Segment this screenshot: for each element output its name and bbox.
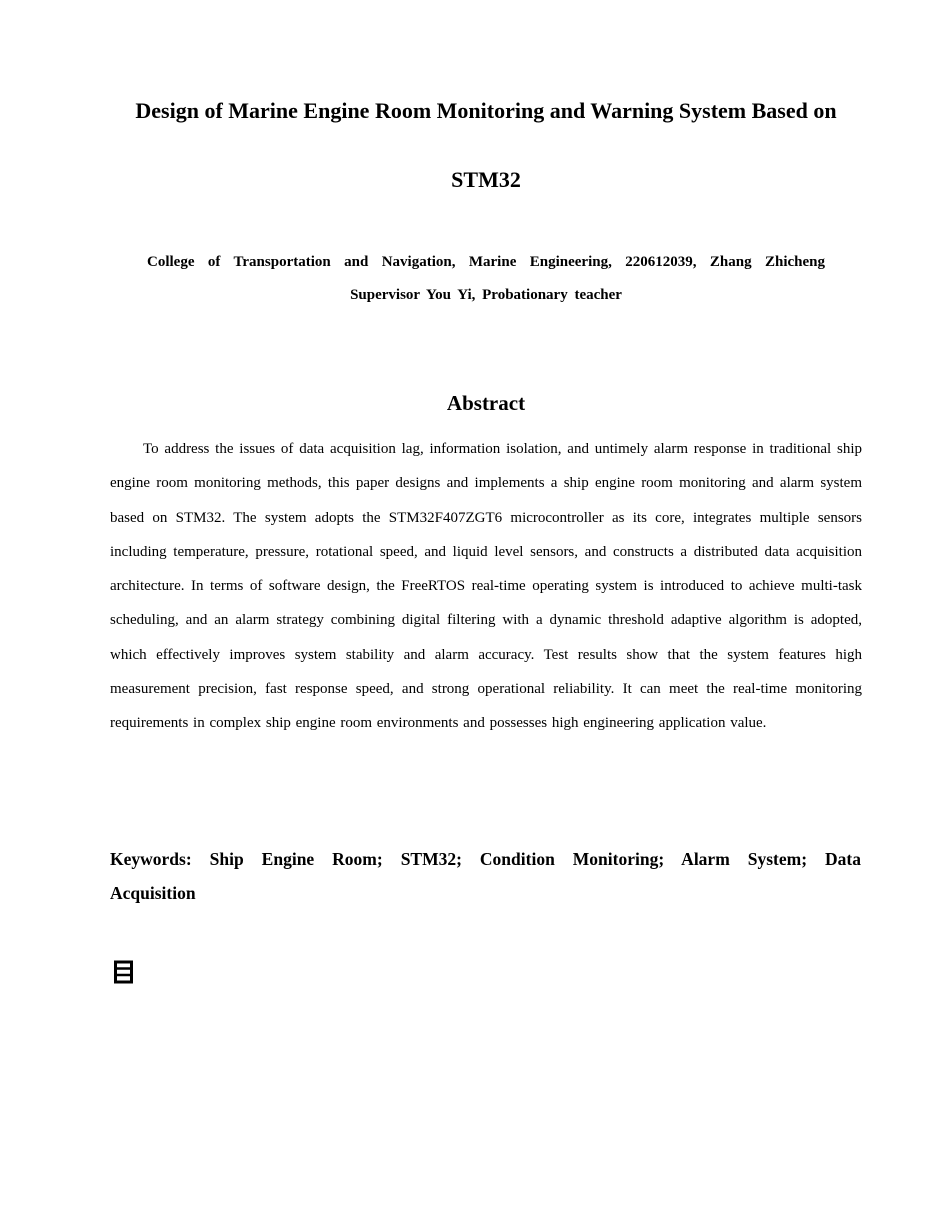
paper-title-line-2: STM32: [451, 167, 521, 192]
supervisor-line: Supervisor You Yi, Probationary teacher: [350, 287, 622, 303]
abstract-paragraph: To address the issues of data acquisition lag, information isolation, and untimely alarm response in traditional ship engine room monitoring methods, this paper designs and implements a ship engine room monitoring and alarm system based on STM32. The system adopts the STM32F407ZGT6 microcontroller as its core, integrates multiple sensors including temperature, pressure, rotational speed, and liquid level sensors, and constructs a distributed data acquisition architecture. In terms of software design, the FreeRTOS real-time operating system is introduced to achieve multi-task scheduling, and an alarm strategy combining digital filtering with a dynamic threshold adaptive algorithm is adopted, which effectively improves system stability and alarm accuracy. Test results show that the system features high measurement precision, fast response speed, and strong operational reliability. It can meet the real-time monitoring requirements in complex ship engine room environments and possesses high engineering application value.: [110, 441, 862, 732]
toc-heading-glyph-icon: [111, 958, 136, 986]
abstract-heading: Abstract: [446, 391, 526, 415]
keywords-line: Keywords: Ship Engine Room; STM32; Condition Monitoring; Alarm System; Data Acquisition: [110, 849, 861, 903]
author-affiliation: College of Transportation and Navigation, Marine Engineering, 220612039, Zhang Zhicheng: [147, 254, 825, 270]
paper-title-line-1: Design of Marine Engine Room Monitoring and Warning System Based on: [135, 98, 837, 123]
